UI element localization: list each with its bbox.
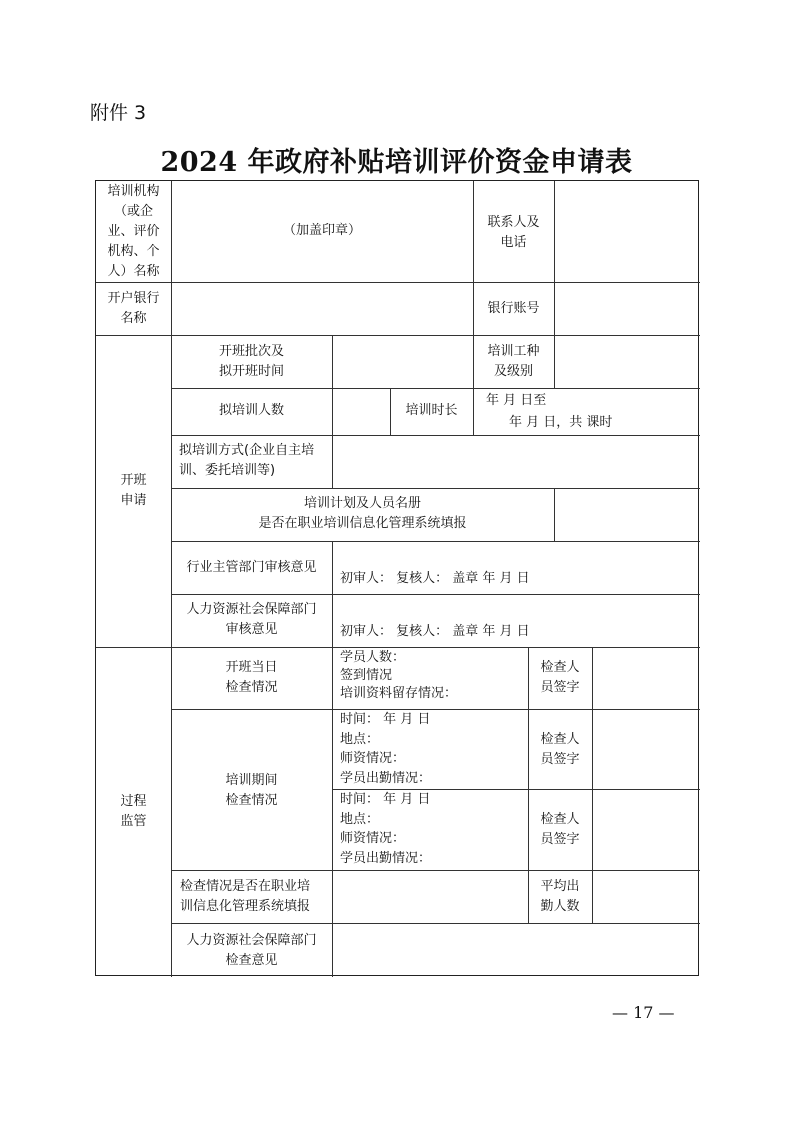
industry-review-label: 行业主管部门审核意见 xyxy=(186,560,317,575)
industry-review-sign-line: 初审人： 复核人： 盖章 年 月 日 xyxy=(340,571,530,586)
class-batch-field[interactable] xyxy=(333,336,472,387)
duration-line-1: 年 月 日至 xyxy=(486,393,547,408)
avg-attendance-field[interactable] xyxy=(593,871,699,922)
period-check-a: 时间： 年 月 日 地点： 师资情况： 学员出勤情况： xyxy=(340,712,432,786)
section-class-application: 开班 申请 xyxy=(120,473,147,508)
training-mode-label: 拟培训方式(企业自主培 训、委托培训等) xyxy=(179,443,315,478)
attachment-label: 附件 3 xyxy=(90,102,147,124)
day-check-items: 学员人数： 签到情况 培训资料留存情况： xyxy=(340,650,458,701)
bank-account-field[interactable] xyxy=(555,283,699,334)
bank-account-label: 银行账号 xyxy=(487,301,540,316)
bank-name-field[interactable] xyxy=(172,283,472,334)
period-check-b: 时间： 年 月 日 地点： 师资情况： 学员出勤情况： xyxy=(340,792,432,866)
trainee-count-label: 拟培训人数 xyxy=(218,403,284,418)
training-mode-field[interactable] xyxy=(333,436,699,487)
period-check-label: 培训期间 检查情况 xyxy=(225,773,278,808)
day-check-label: 开班当日 检查情况 xyxy=(225,660,278,695)
bank-name-label: 开户银行 名称 xyxy=(107,291,160,326)
training-plan-label: 培训计划及人员名册 是否在职业培训信息化管理系统填报 xyxy=(258,496,467,531)
trainee-count-field[interactable] xyxy=(333,389,389,434)
period-inspector-signature-field-b[interactable] xyxy=(593,790,699,869)
section-process-monitoring: 过程 监管 xyxy=(120,794,147,829)
hr-review-label: 人力资源社会保障部门 审核意见 xyxy=(186,602,317,637)
org-name-label: 培训机构 （或企 业、评价 机构、个 人）名称 xyxy=(107,184,160,279)
training-plan-field[interactable] xyxy=(555,489,699,540)
contact-label: 联系人及 电话 xyxy=(487,215,540,250)
period-inspector-signature-field-a[interactable] xyxy=(593,710,699,788)
period-inspector-label-b: 检查人 员签字 xyxy=(540,812,580,847)
avg-attendance-label: 平均出 勤人数 xyxy=(540,879,580,914)
system-filing-label: 检查情况是否在职业培 训信息化管理系统填报 xyxy=(180,879,311,914)
duration-label: 培训时长 xyxy=(405,403,458,418)
application-form-table xyxy=(95,180,699,976)
period-inspector-label-a: 检查人 员签字 xyxy=(540,732,580,767)
system-filing-field[interactable] xyxy=(333,871,527,922)
hr-review-sign-line: 初审人： 复核人： 盖章 年 月 日 xyxy=(340,624,530,639)
hr-opinion-label: 人力资源社会保障部门 检查意见 xyxy=(186,933,317,968)
day-inspector-label: 检查人 员签字 xyxy=(540,660,580,695)
duration-line-2: 年 月 日，共 课时 xyxy=(509,415,613,430)
page-number: — 17 — xyxy=(612,1003,675,1022)
form-title: 2024 年政府补贴培训评价资金申请表 xyxy=(160,147,633,178)
day-inspector-signature-field[interactable] xyxy=(593,648,699,708)
trade-level-label: 培训工种 及级别 xyxy=(487,344,540,379)
class-batch-label: 开班批次及 拟开班时间 xyxy=(218,344,284,379)
org-name-field[interactable] xyxy=(172,183,472,281)
trade-level-field[interactable] xyxy=(555,336,699,387)
seal-note: （加盖印章） xyxy=(282,223,361,238)
contact-field[interactable] xyxy=(555,183,699,281)
hr-opinion-field[interactable] xyxy=(333,924,699,975)
